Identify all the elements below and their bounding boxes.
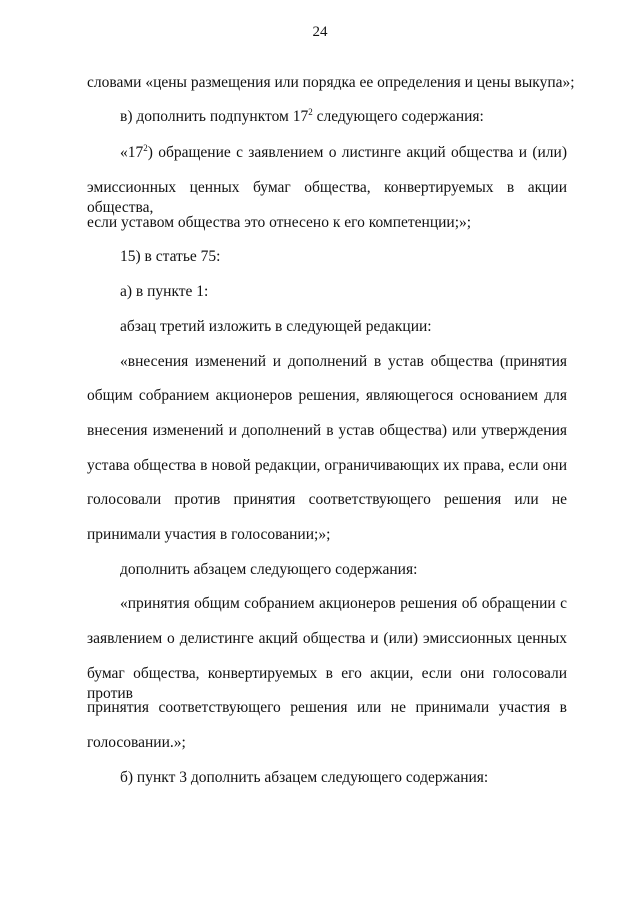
text-line: бумаг общества, конвертируемых в его акции, если они голосовали против (87, 665, 567, 702)
text-line: «принятия общим собранием акционеров решения об обращении с (120, 595, 567, 612)
text-line: устава общества в новой редакции, ограничивающих их права, если они (87, 457, 567, 474)
text-line: дополнить абзацем следующего содержания: (120, 561, 418, 578)
text-line: «внесения изменений и дополнений в устав общества (принятия (120, 353, 567, 370)
text-line: общим собранием акционеров решения, являющегося основанием для (87, 387, 567, 404)
text-line: эмиссионных ценных бумаг общества, конвертируемых в акции общества, (87, 179, 567, 216)
text-line: абзац третий изложить в следующей редакции: (120, 318, 432, 335)
text-line: в) дополнить подпунктом $17^2$ следующего содержания: (120, 106, 484, 125)
page-number: 24 (312, 24, 328, 40)
text-line: голосовании.»; (87, 734, 186, 751)
text-line: принятия соответствующего решения или не принимали участия в (87, 699, 567, 716)
text-line: 15) в статье 75: (120, 248, 221, 265)
text-line: а) в пункте 1: (120, 283, 209, 300)
text-line: если уставом общества это отнесено к его компетенции;»; (87, 214, 472, 231)
text-line: словами «цены размещения или порядка ее определения и цены выкупа»; (87, 74, 575, 91)
text-line: внесения изменений и дополнений в устав общества) или утверждения (87, 422, 567, 439)
text-line: заявлением о делистинге акций общества и (или) эмиссионных ценных (87, 630, 567, 647)
superscript: 2 (308, 106, 313, 117)
text-line: голосовали против принятия соответствующего решения или не (87, 491, 567, 508)
superscript: 2 (143, 142, 148, 153)
text-line: б) пункт 3 дополнить абзацем следующего содержания: (120, 769, 489, 786)
text-line: принимали участия в голосовании;»; (87, 526, 331, 543)
text-line: «$17^2$) обращение с заявлением о листинге акций общества и (или) (120, 142, 567, 161)
